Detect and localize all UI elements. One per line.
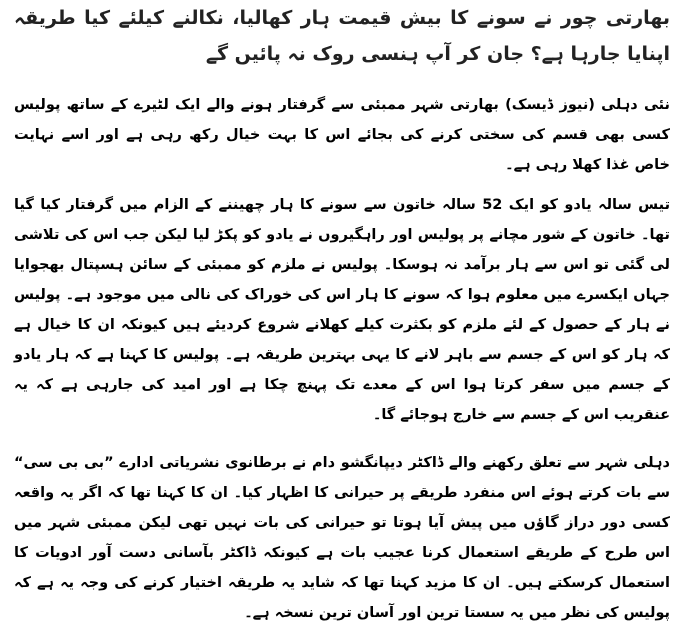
article-headline: بھارتی چور نے سونے کا بیش قیمت ہار کھالیا، نکالنے کیلئے کیا طریقہ اپنایا جارہا ہے؟ جان کر آپ ہنسی روک نہ پائیں گے (14, 7, 670, 65)
article-paragraph-intro: نئی دہلی (نیوز ڈیسک) بھارتی شہر ممبئی سے گرفتار ہونے والے ایک لٹیرے کے ساتھ پولیس کسی بھی قسم کی سختی کرنے کی بجائے اس کا بہت خیال رکھ رہی ہے اور اسے نہایت خاص غذا کھلا رہی ہے۔ (14, 97, 670, 173)
article-paragraph-doctor-quote: دہلی شہر سے تعلق رکھنے والے ڈاکٹر دیپانگشو دام نے برطانوی نشریاتی ادارے ”بی بی سی“ سے بات کرتے ہوئے اس منفرد طریقے پر حیرانی کا اظہار کیا۔ ان کا کہنا تھا کہ اگر یہ واقعہ کسی دور دراز گاﺅں میں پیش آیا ہوتا تو حیرانی کی بات نہیں تھی لیکن ممبئی شہر میں اس طرح کے طریقے استعمال کرنا عجیب بات ہے کیونکہ ڈاکٹر بآسانی دست آور ادویات کا استعمال کرسکتے ہیں۔ ان کا مزید کہنا تھا کہ شاید یہ طریقہ اختیار کرنے کی وجہ یہ ہے کہ پولیس کی نظر میں یہ سستا ترین اور آسان ترین نسخہ ہے۔ (14, 455, 670, 621)
article-paragraph-details: تیس سالہ یادو کو ایک 52 سالہ خاتون سے سونے کا ہار چھیننے کے الزام میں گرفتار کیا گیا تھا۔ خاتون کے شور مچانے پر پولیس اور راہگیروں نے یادو کو پکڑ لیا لیکن جب اس کی تلاشی لی گئی تو اس سے ہار برآمد نہ ہوسکا۔ پولیس نے ملزم کو ممبئی کے سائن ہسپتال بھجوایا جہاں ایکسرے میں معلوم ہوا کہ سونے کا ہار اس کی خوراک کی نالی میں موجود ہے۔ پولیس نے ہار کے حصول کے لئے ملزم کو بکثرت کیلے کھلانے شروع کردیئے ہیں کیونکہ ان کا خیال ہے کہ ہار کو اس کے جسم سے باہر لانے کا یہی بہترین طریقہ ہے۔ پولیس کا کہنا ہے کہ ہار یادو کے جسم میں سفر کرتا ہوا اس کے معدے تک پہنچ چکا ہے اور امید کی جارہی ہے کہ یہ عنقریب اس کے جسم سے خارج ہوجائے گا۔ (14, 197, 671, 423)
